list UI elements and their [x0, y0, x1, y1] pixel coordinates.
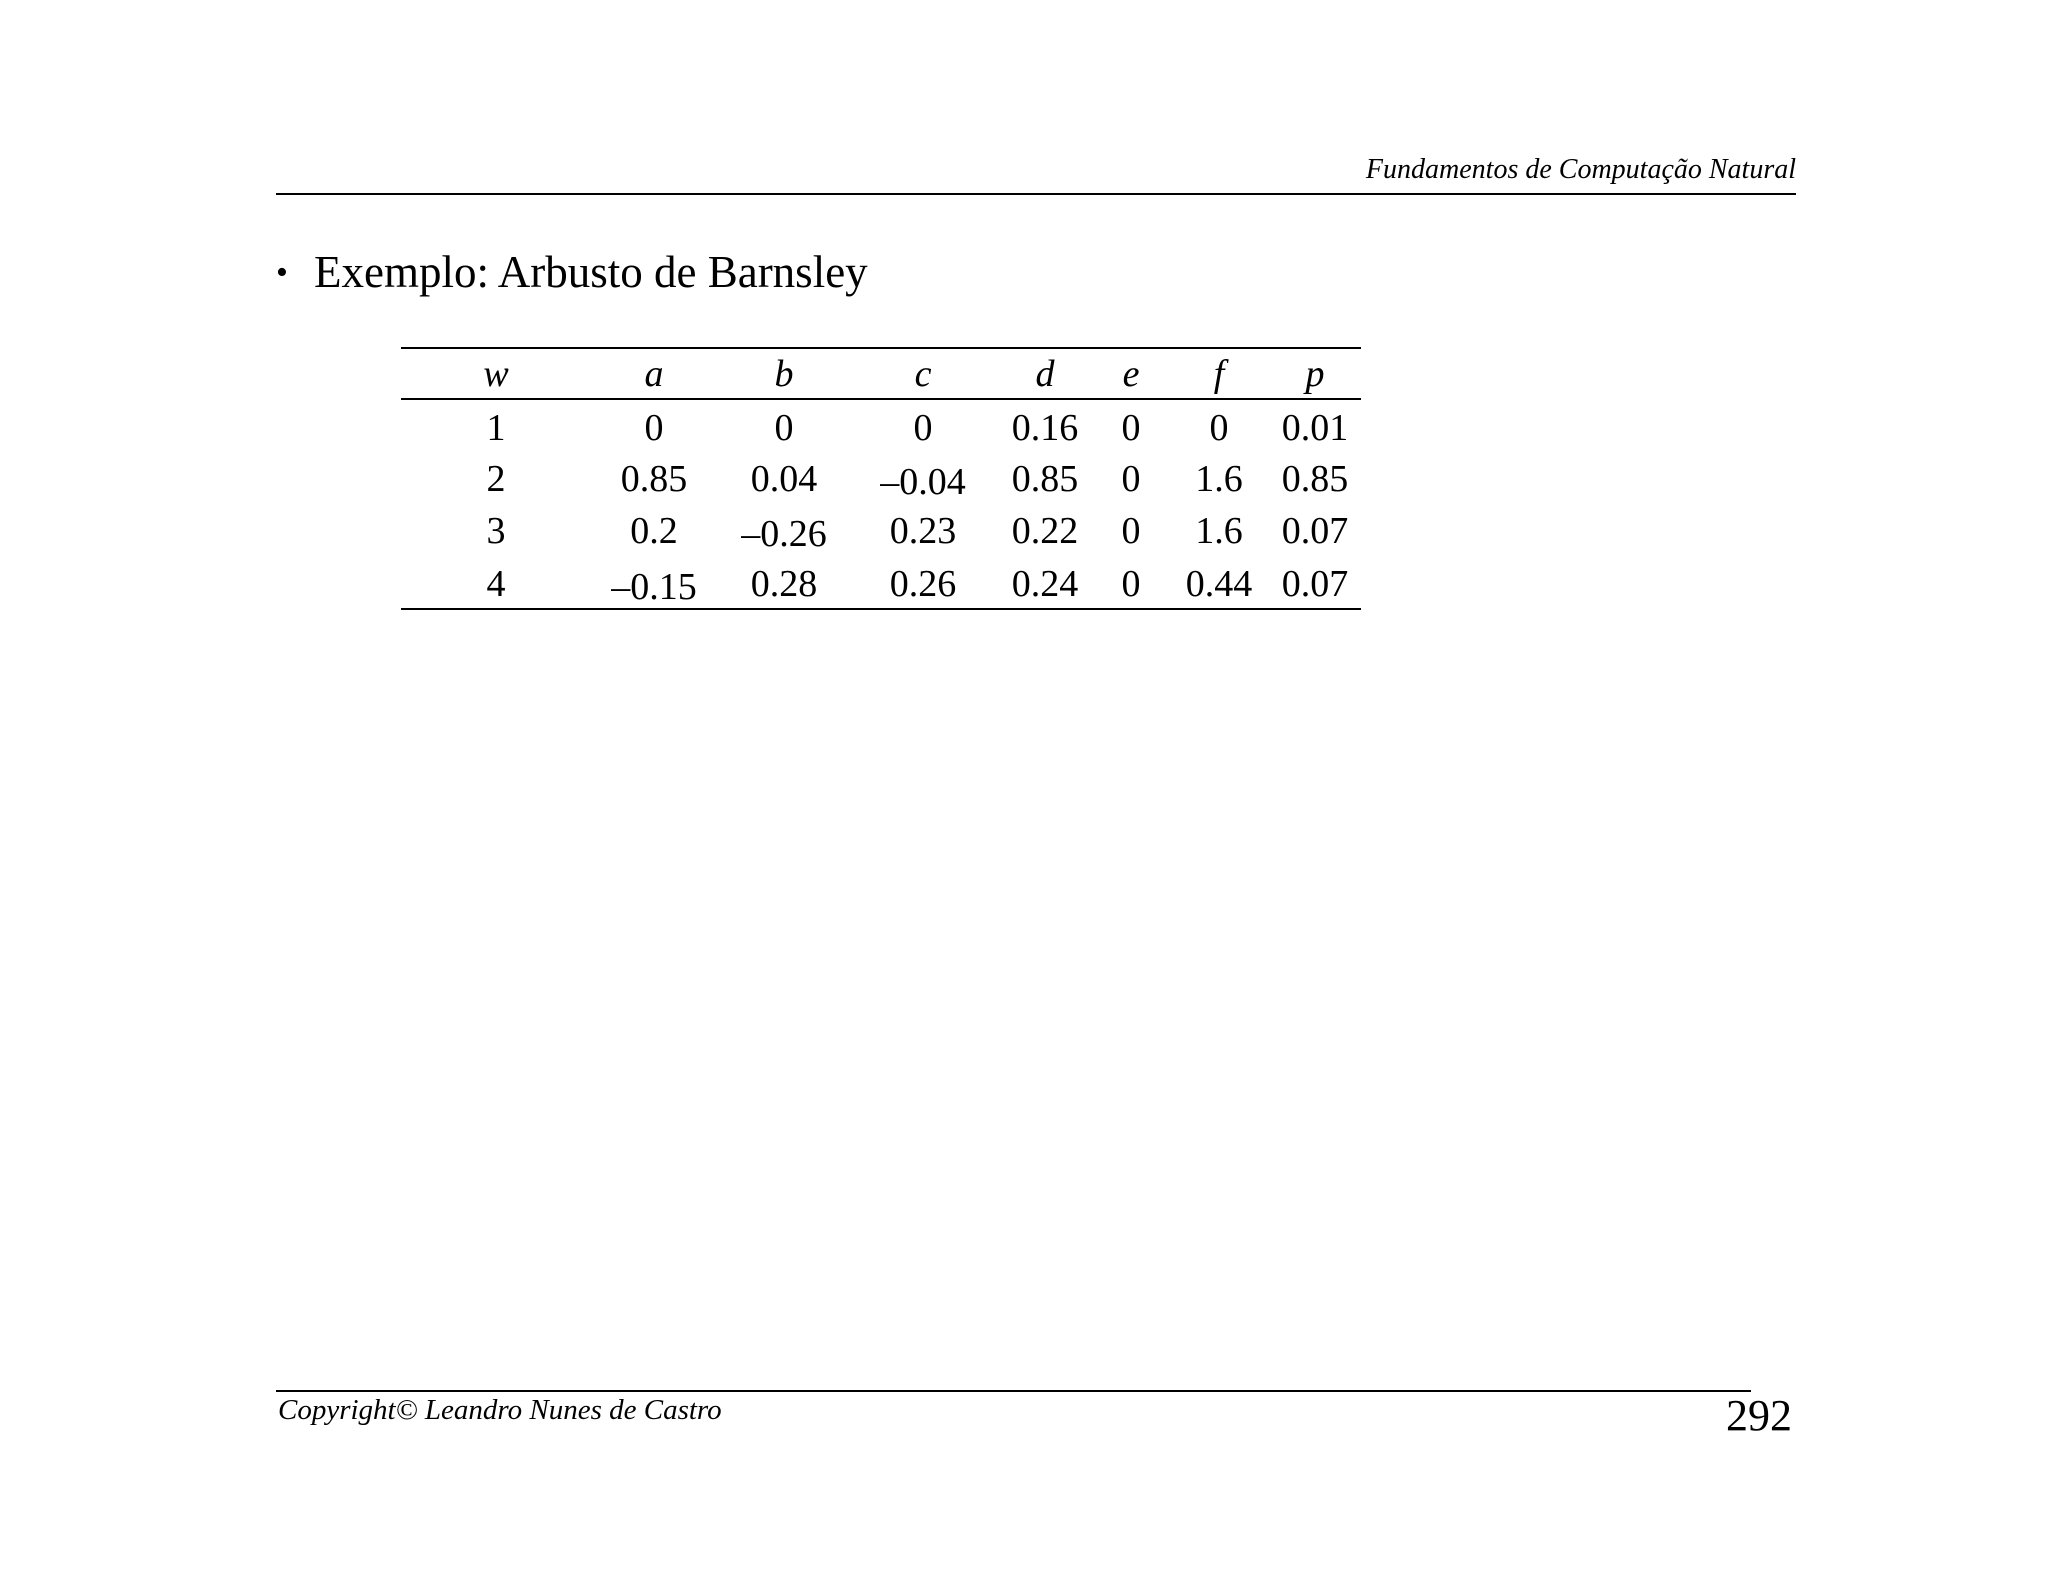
column-header-e: e	[1122, 353, 1140, 395]
table-cell-b: 0.04	[750, 458, 818, 500]
table-cell-w: 4	[486, 563, 506, 605]
table-cell-d: 0.22	[1011, 510, 1079, 552]
table-cell-e: 0	[1121, 510, 1141, 552]
table-cell-b: 0	[774, 407, 794, 449]
header-rule	[276, 193, 1796, 195]
table-cell-d: 0.16	[1011, 407, 1079, 449]
running-header: Fundamentos de Computação Natural	[1365, 154, 1796, 185]
table-row	[401, 457, 1361, 501]
table-top-rule	[401, 347, 1361, 349]
table-cell-b: 0.28	[750, 563, 818, 605]
column-header-p: p	[1305, 353, 1325, 395]
table-cell-e: 0	[1121, 563, 1141, 605]
page-number: 292	[1726, 1391, 1792, 1440]
table-cell-e: 0	[1121, 407, 1141, 449]
table-cell-f: 0	[1209, 407, 1229, 449]
column-header-a: a	[644, 353, 664, 395]
table-row	[401, 509, 1361, 553]
table-cell-d: 0.24	[1011, 563, 1079, 605]
table-bottom-rule	[401, 608, 1361, 610]
table-cell-p: 0.07	[1281, 510, 1349, 552]
table-cell-b: –0.26	[741, 513, 827, 555]
column-header-b: b	[774, 353, 794, 395]
table-cell-w: 2	[486, 458, 506, 500]
table-header-row	[401, 352, 1361, 396]
table-cell-a: 0	[644, 407, 664, 449]
table-cell-a: –0.15	[611, 566, 697, 608]
table-cell-f: 0.44	[1185, 563, 1253, 605]
table-cell-w: 3	[486, 510, 506, 552]
section-heading	[276, 244, 868, 301]
copyright-text: Copyright© Leandro Nunes de Castro	[278, 1394, 722, 1426]
table-cell-a: 0.2	[630, 510, 678, 552]
table-cell-c: 0	[913, 407, 933, 449]
table-cell-e: 0	[1121, 458, 1141, 500]
table-cell-d: 0.85	[1011, 458, 1079, 500]
table-cell-p: 0.07	[1281, 563, 1349, 605]
table-header-rule	[401, 398, 1361, 400]
table-cell-a: 0.85	[620, 458, 688, 500]
table-cell-p: 0.01	[1281, 407, 1349, 449]
column-header-c: c	[914, 353, 932, 395]
table-cell-c: 0.26	[889, 563, 957, 605]
table-cell-f: 1.6	[1195, 510, 1243, 552]
bullet-icon: •	[276, 254, 288, 291]
column-header-d: d	[1035, 353, 1055, 395]
column-header-f: f	[1213, 353, 1225, 395]
table-row	[401, 562, 1361, 606]
table-cell-c: –0.04	[880, 461, 966, 503]
table-cell-p: 0.85	[1281, 458, 1349, 500]
section-heading-text: Exemplo: Arbusto de Barnsley	[314, 247, 868, 297]
table-row	[401, 406, 1361, 450]
column-header-w: w	[483, 353, 509, 395]
table-cell-c: 0.23	[889, 510, 957, 552]
table-cell-w: 1	[486, 407, 506, 449]
table-cell-f: 1.6	[1195, 458, 1243, 500]
